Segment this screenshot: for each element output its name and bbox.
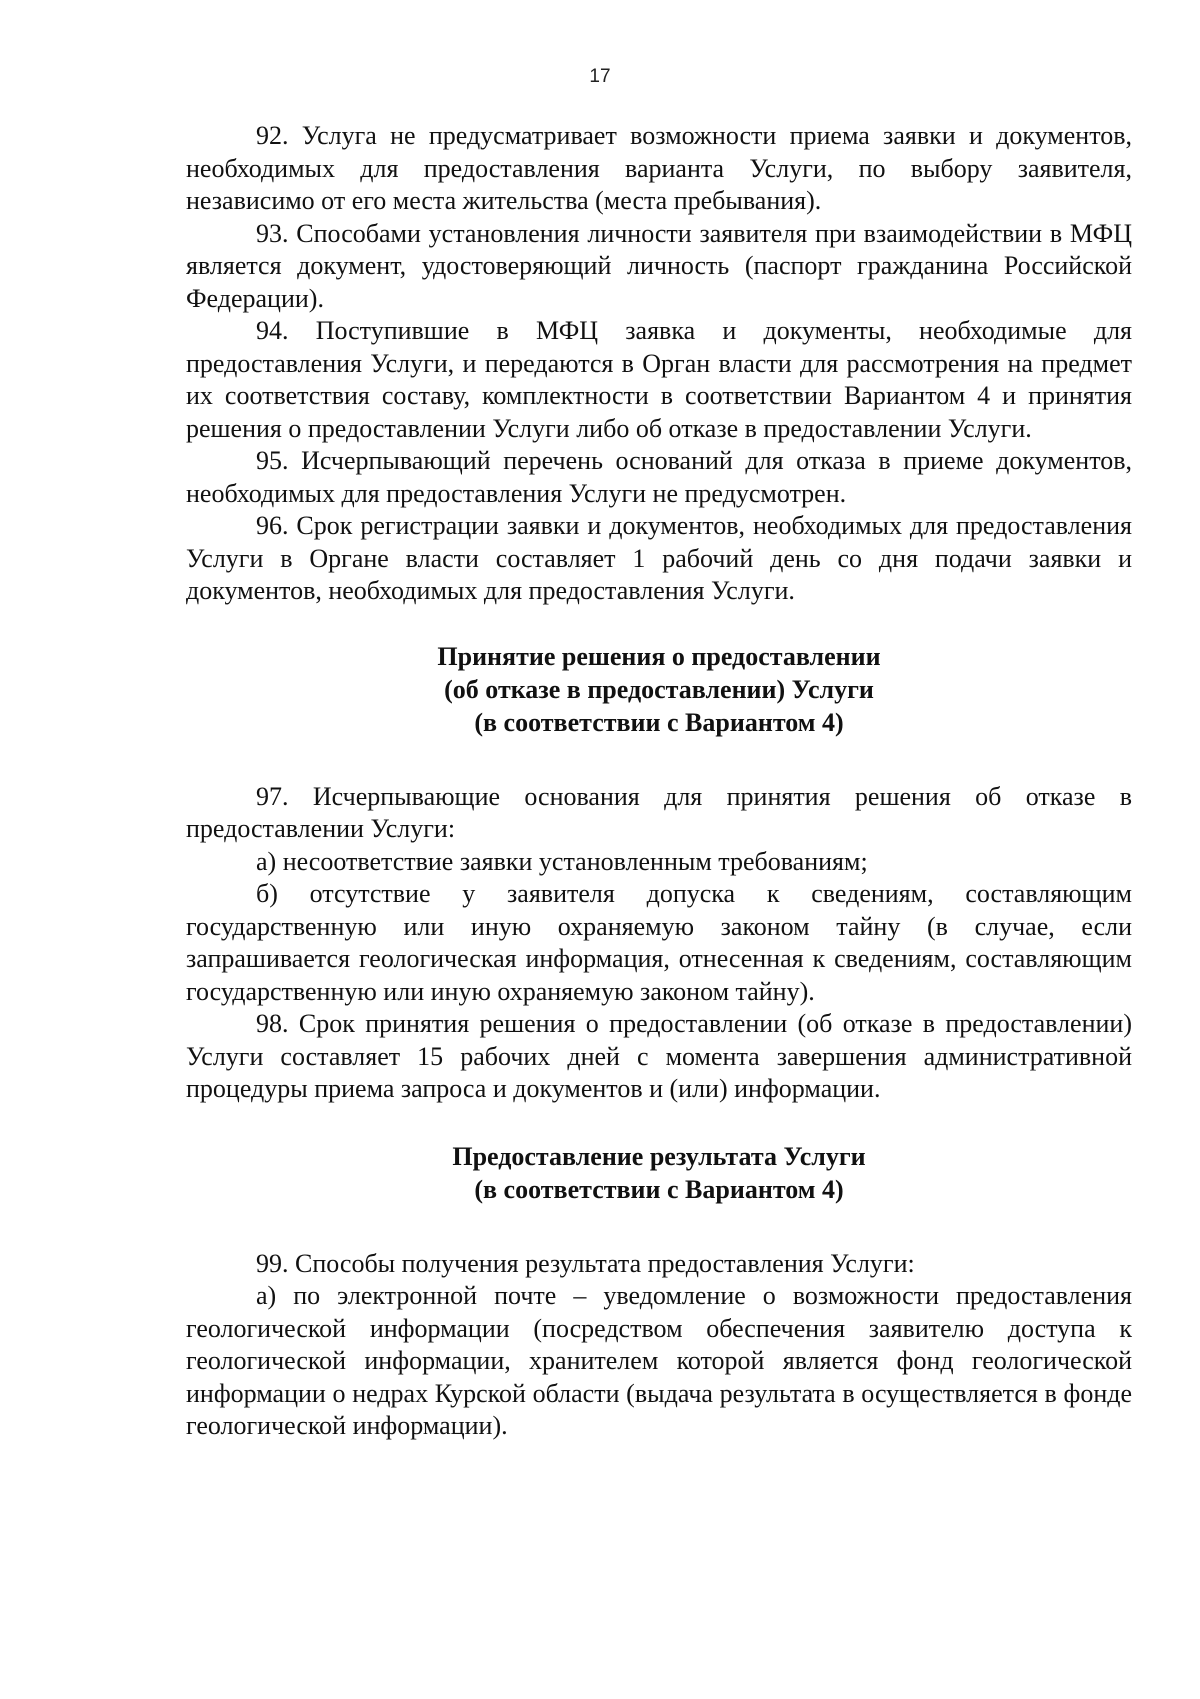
spacer [186,1106,1132,1140]
spacer [186,739,1132,781]
heading-line: (об отказе в предоставлении) Услуги [444,674,874,704]
paragraph-92: 92. Услуга не предусматривает возможности приема заявки и документов, необходимых для предоставления варианта Услуги, по выбору заявителя, независимо от его места жительства (места пребывания). [186,121,1132,215]
heading-line: (в соответствии с Вариантом 4) [474,707,844,737]
paragraph-93: 93. Способами установления личности заявителя при взаимодействии в МФЦ является документ, удостоверяющий личность (паспорт гражданина Российской Федерации). [186,218,1132,313]
heading-line: Предоставление результата Услуги [452,1141,866,1171]
spacer [186,1206,1132,1248]
paragraph-97-b: б) отсутствие у заявителя допуска к сведениям, составляющим государственную или иную охраняемую законом тайну (в случае, если запрашивается геологическая информация, отнесенная к сведениям, составляющим государственную или иную охраняемую законом тайну). [186,879,1132,1006]
paragraph-97-a: а) несоответствие заявки установленным требованиям; [256,846,868,876]
spacer [186,608,1132,640]
paragraph-94: 94. Поступившие в МФЦ заявка и документы, необходимые для предоставления Услуги, и передаются в Орган власти для рассмотрения на предмет их соответствия составу, комплектности в соответствии Вариантом 4 и принятия решения о предоставлении Услуги либо об отказе в предоставлении Услуги. [186,316,1132,443]
paragraph-95: 95. Исчерпывающий перечень оснований для отказа в приеме документов, необходимых для предоставления Услуги не предусмотрен. [186,446,1132,508]
paragraph-99-a: а) по электронной почте – уведомление о возможности предоставления геологической информации (посредством обеспечения заявителю доступа к геологической информации, хранителем которой является фонд геологической информации о недрах Курской области (выдача результата в осуществляется в фонде геологической информации). [186,1281,1132,1440]
paragraph-98: 98. Срок принятия решения о предоставлении (об отказе в предоставлении) Услуги составляет 15 рабочих дней с момента завершения административной процедуры приема запроса и документов и (или) информации. [186,1009,1132,1103]
heading-line: (в соответствии с Вариантом 4) [474,1174,844,1204]
section-heading-decision [186,640,1132,739]
document-body [186,120,1132,1443]
paragraph-96: 96. Срок регистрации заявки и документов, необходимых для предоставления Услуги в Органе власти составляет 1 рабочий день со дня подачи заявки и документов, необходимых для предоставления Услуги. [186,511,1132,605]
paragraph-99: 99. Способы получения результата предоставления Услуги: [256,1248,915,1278]
page-number: 17 [589,66,611,87]
section-heading-result [186,1140,1132,1206]
heading-line: Принятие решения о предоставлении [437,641,881,671]
paragraph-97: 97. Исчерпывающие основания для принятия решения об отказе в предоставлении Услуги: [186,781,1132,843]
